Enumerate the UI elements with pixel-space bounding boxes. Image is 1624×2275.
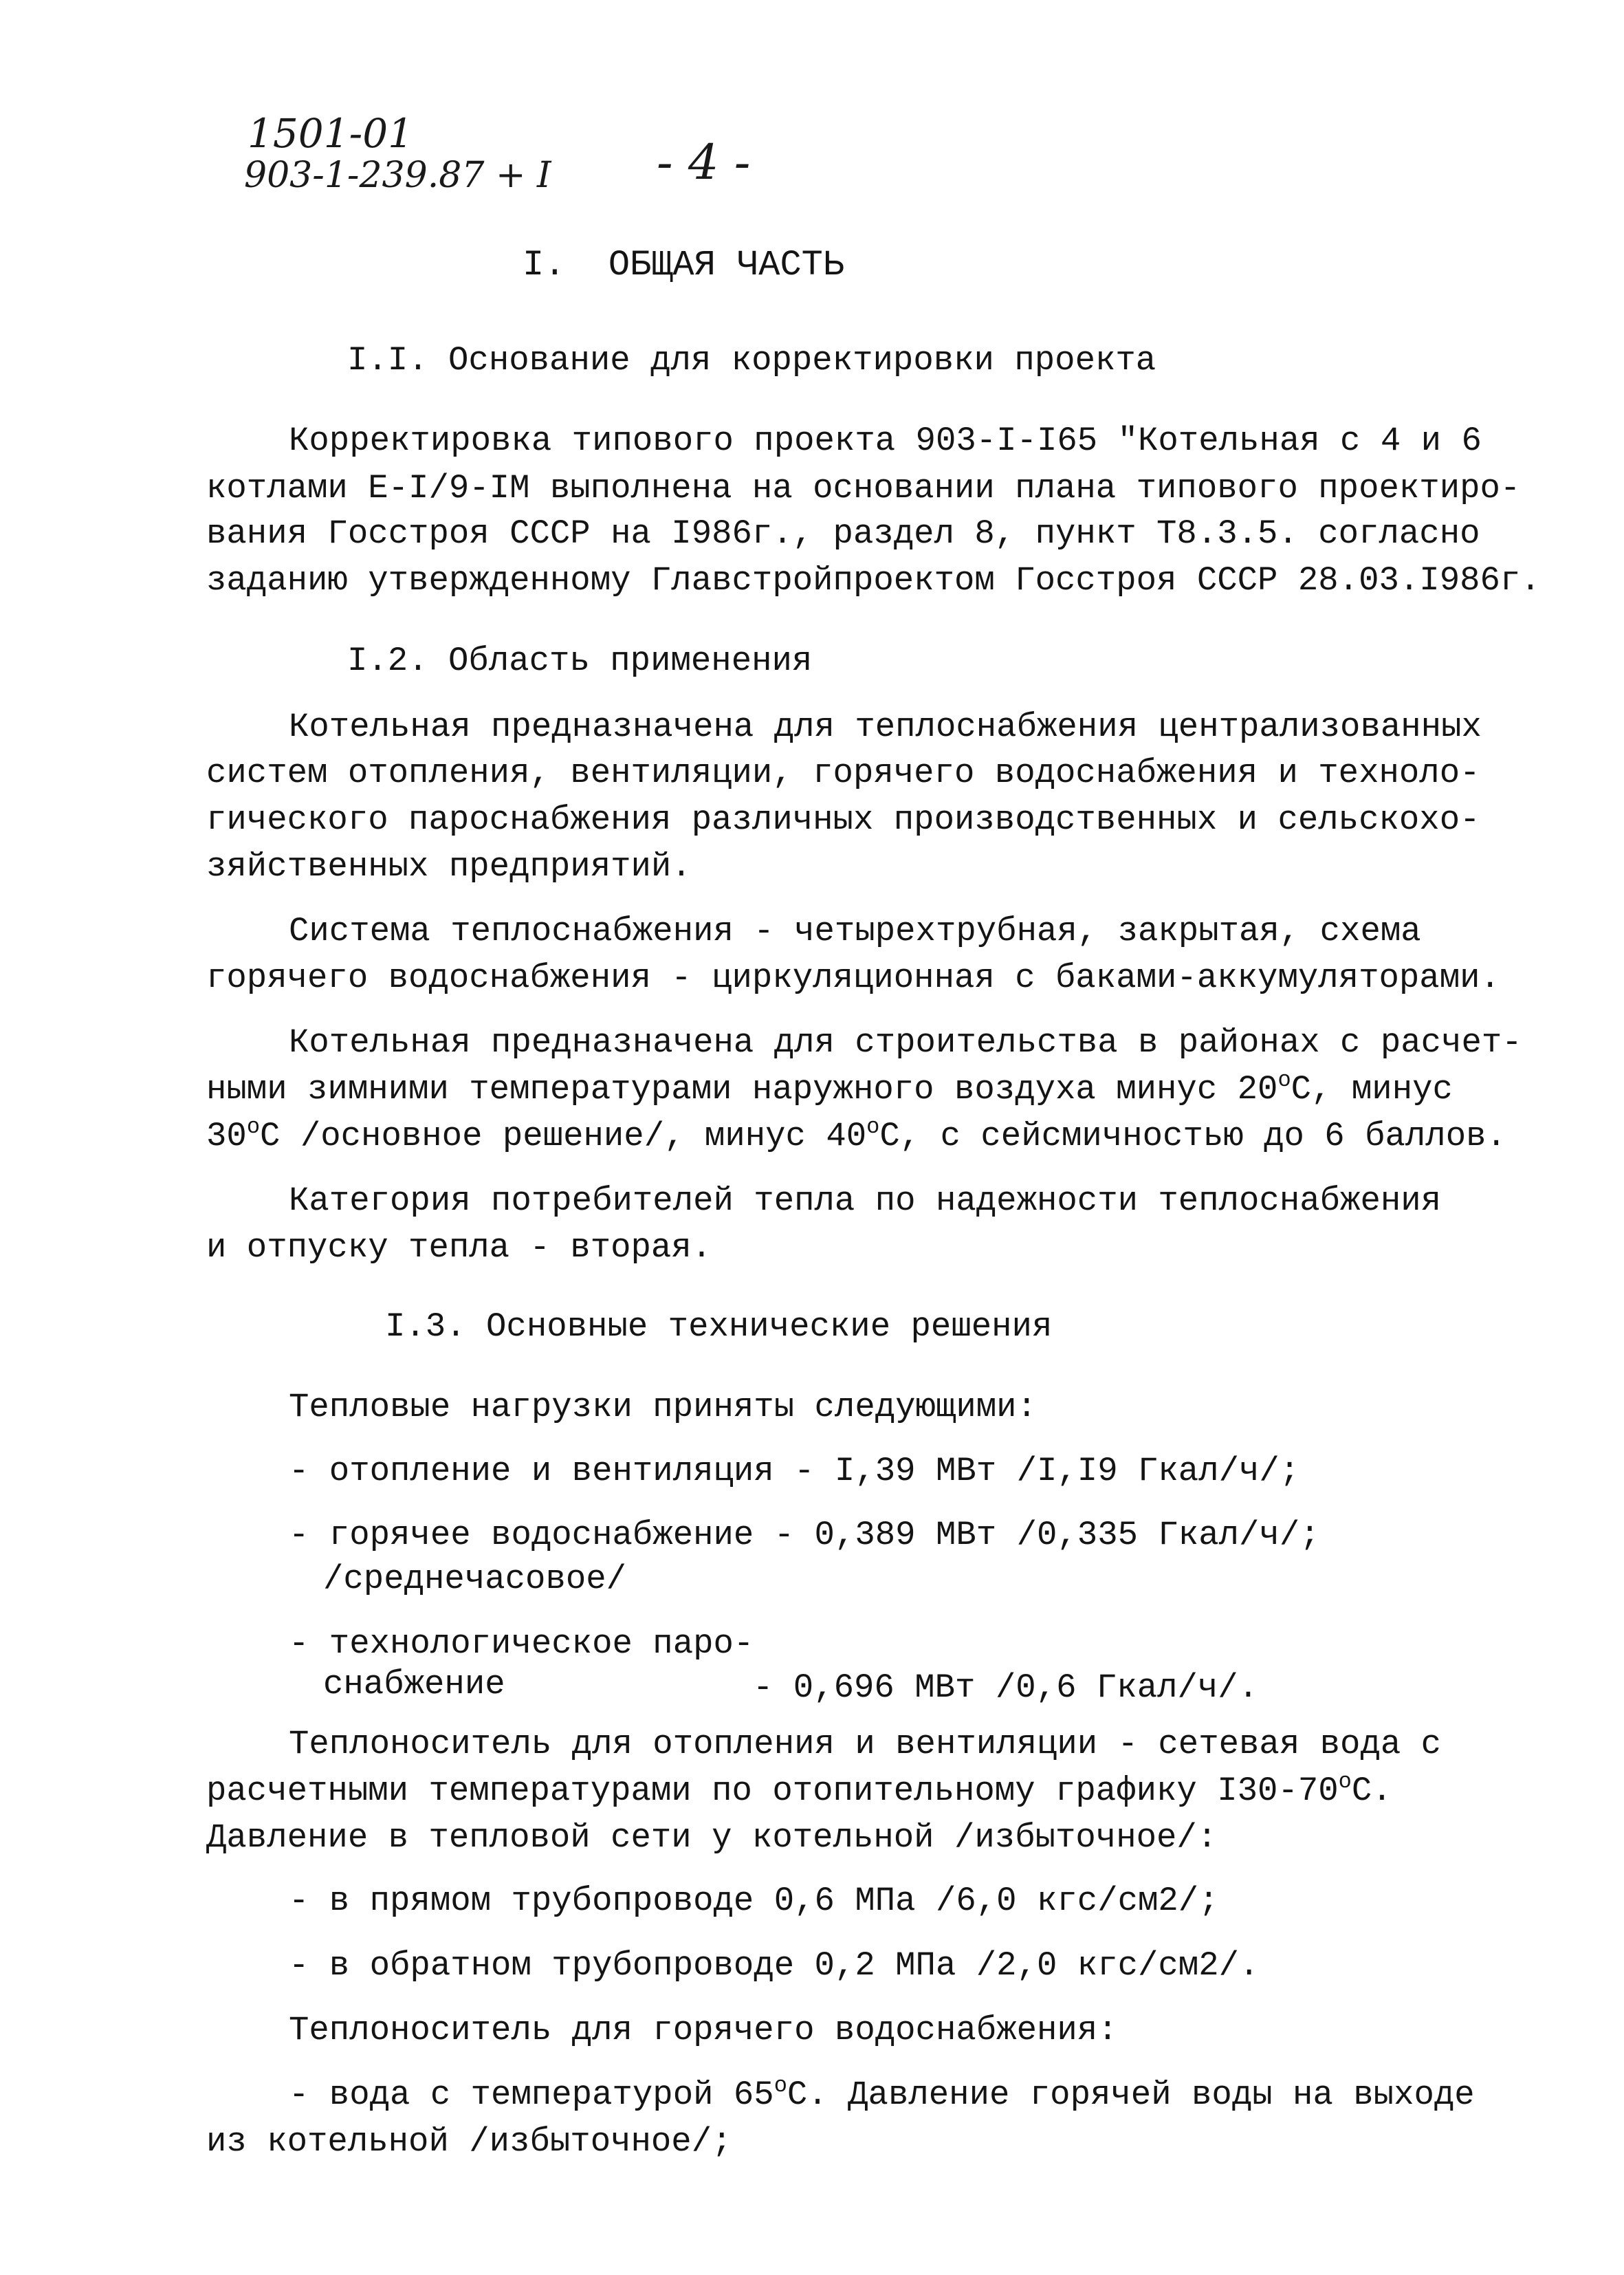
load-item: - отопление и вентиляция - I,39 МВт /I,I9 Гкал/ч/; xyxy=(289,1452,1300,1490)
text-fragment: расчетными температурами по отопительному графику I30-70 xyxy=(206,1772,1339,1810)
section-1-1-line: вания Госстроя СССР на I986г., раздел 8, пункт Т8.3.5. согласно xyxy=(206,514,1480,553)
handwritten-code-1: 1501-01 xyxy=(248,110,414,157)
load-note: /среднечасовое/ xyxy=(323,1560,627,1598)
handwritten-code-2: 903-1-239.87 + I xyxy=(244,155,551,196)
degree-sign: o xyxy=(246,1114,261,1140)
degree-sign: o xyxy=(1277,1067,1291,1093)
text-fragment: С, с сейсмичностью до 6 баллов. xyxy=(879,1117,1506,1155)
text-fragment: С, минус xyxy=(1291,1070,1453,1109)
section-1-2-line: Котельная предназначена для строительства в районах с расчет- xyxy=(289,1023,1522,1062)
carrier-line: из котельной /избыточное/; xyxy=(206,2122,732,2161)
text-fragment: 30 xyxy=(206,1117,247,1155)
loads-intro: Тепловые нагрузки приняты следующими: xyxy=(289,1388,1037,1426)
text-fragment: С /основное решение/, минус 40 xyxy=(260,1117,867,1155)
text-fragment: - вода с температурой 65 xyxy=(289,2076,774,2114)
section-1-2-line xyxy=(206,1114,1506,1155)
section-1-2-line: Система теплоснабжения - четырехтрубная, закрытая, схема xyxy=(289,912,1421,950)
section-1-2-line: зяйственных предприятий. xyxy=(206,847,692,886)
section-1-1-line: котлами Е-I/9-IМ выполнена на основании плана типового проектиро- xyxy=(206,469,1521,508)
degree-sign: o xyxy=(773,2073,787,2098)
section-1-2-line xyxy=(206,1067,1453,1109)
section-1-2-heading: I.2. Область применения xyxy=(347,642,813,680)
page-number: - 4 - xyxy=(657,134,751,191)
section-1-2-line: гического пароснабжения различных производственных и сельскохо- xyxy=(206,801,1480,839)
text-fragment: С. xyxy=(1351,1772,1392,1810)
load-item: - технологическое паро- xyxy=(289,1624,754,1663)
document-heading: I. ОБЩАЯ ЧАСТЬ xyxy=(523,245,845,285)
section-1-2-line: и отпуску тепла - вторая. xyxy=(206,1228,712,1267)
section-1-1-heading: I.I. Основание для корректировки проекта xyxy=(347,341,1156,380)
load-item: - горячее водоснабжение - 0,389 МВт /0,335 Гкал/ч/; xyxy=(289,1516,1320,1554)
carrier-intro: Теплоноситель для горячего водоснабжения: xyxy=(289,2011,1118,2049)
section-1-2-line: Котельная предназначена для теплоснабжения централизованных xyxy=(289,708,1482,746)
degree-sign: o xyxy=(866,1114,880,1140)
section-1-2-line: горячего водоснабжения - циркуляционная с баками-аккумуляторами. xyxy=(206,959,1500,997)
section-1-2-line: Категория потребителей тепла по надежности теплоснабжения xyxy=(289,1182,1442,1220)
carrier-line: Давление в тепловой сети у котельной /избыточное/: xyxy=(206,1818,1218,1857)
load-value: - 0,696 МВт /0,6 Гкал/ч/. xyxy=(753,1668,1259,1707)
text-fragment: С. Давление горячей воды на выходе xyxy=(787,2076,1475,2114)
section-1-3-heading: I.3. Основные технические решения xyxy=(385,1307,1053,1346)
load-item: снабжение xyxy=(323,1665,505,1703)
degree-sign: o xyxy=(1338,1769,1352,1794)
carrier-line: Теплоноситель для отопления и вентиляции - сетевая вода с xyxy=(289,1725,1442,1763)
carrier-line xyxy=(289,2073,1475,2114)
text-fragment: ными зимними температурами наружного воздуха минус 20 xyxy=(206,1070,1278,1109)
section-1-1-line: заданию утвержденному Главстройпроектом Госстроя СССР 28.03.I986г. xyxy=(206,561,1541,600)
pressure-item: - в прямом трубопроводе 0,6 МПа /6,0 кгс/см2/; xyxy=(289,1882,1219,1920)
section-1-1-line: Корректировка типового проекта 903-I-I65 "Котельная с 4 и 6 xyxy=(289,422,1482,460)
pressure-item: - в обратном трубопроводе 0,2 МПа /2,0 кгс/см2/. xyxy=(289,1946,1260,1985)
section-1-2-line: систем отопления, вентиляции, горячего водоснабжения и техноло- xyxy=(206,754,1480,792)
carrier-line xyxy=(206,1769,1392,1810)
